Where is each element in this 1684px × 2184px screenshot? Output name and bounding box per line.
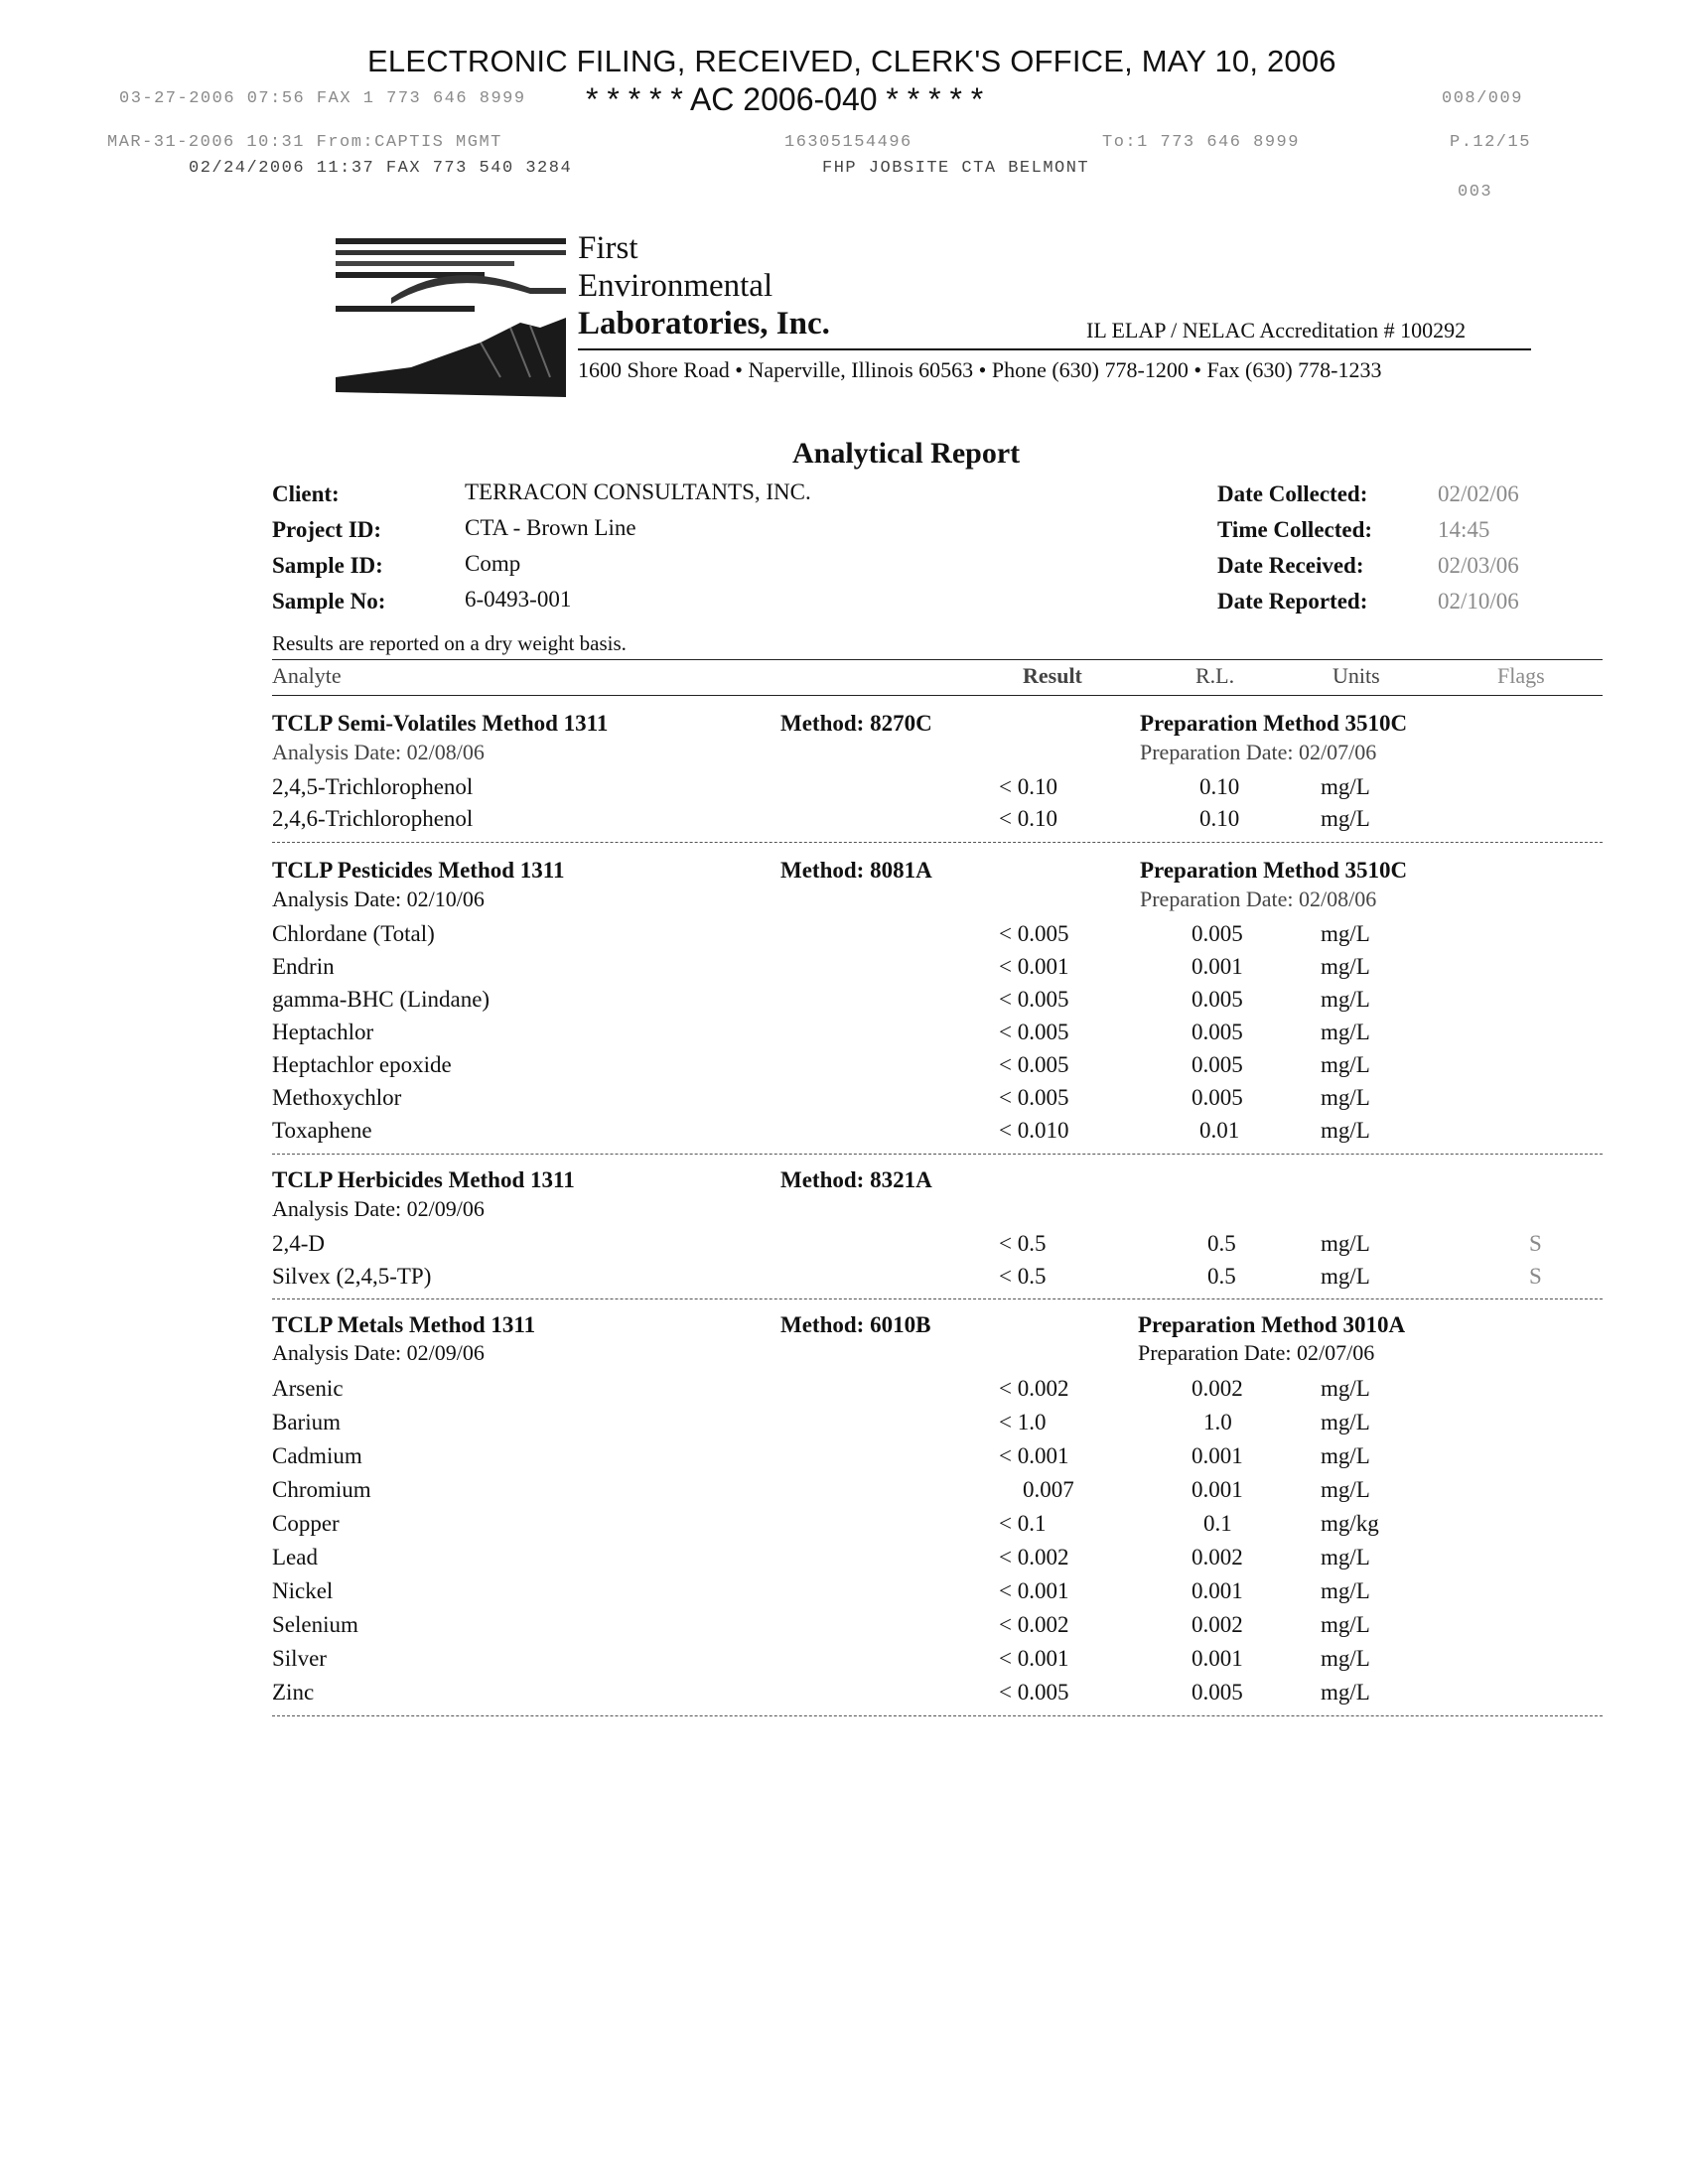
table-row-rl: 0.002 xyxy=(1192,1545,1243,1570)
table-row-rl: 0.001 xyxy=(1192,1477,1243,1502)
fax-page-1: 008/009 xyxy=(1442,89,1523,108)
table-row-result: < 0.001 xyxy=(999,1646,1069,1671)
table-row-units: mg/L xyxy=(1321,1646,1370,1671)
client-label: Client: xyxy=(272,481,340,506)
section-analysis-date: Analysis Date: 02/09/06 xyxy=(272,1196,485,1221)
table-bottom-rule xyxy=(272,1715,1603,1716)
table-row-rl: 0.10 xyxy=(1199,774,1240,799)
table-row-analyte: Arsenic xyxy=(272,1376,344,1401)
table-row-analyte: Zinc xyxy=(272,1680,315,1705)
table-row-units: mg/L xyxy=(1321,954,1370,979)
table-row-analyte: Copper xyxy=(272,1511,340,1536)
fax-line-3: 02/24/2006 11:37 FAX 773 540 3284 xyxy=(189,159,573,178)
sample-id-label: Sample ID: xyxy=(272,553,383,578)
fax-line-2: MAR-31-2006 10:31 From:CAPTIS MGMT xyxy=(107,133,502,152)
section-prep-method: Preparation Method 3510C xyxy=(1140,858,1408,883)
table-row-rl: 0.5 xyxy=(1207,1264,1236,1289)
table-row-result: 0.007 xyxy=(1023,1477,1074,1502)
table-row-units: mg/L xyxy=(1321,1578,1370,1603)
fax-line-3-site: FHP JOBSITE CTA BELMONT xyxy=(822,159,1090,178)
table-row-rl: 0.005 xyxy=(1192,921,1243,946)
col-units: Units xyxy=(1333,663,1380,688)
fax-page-2: P.12/15 xyxy=(1450,133,1531,152)
table-row-units: mg/L xyxy=(1321,1410,1370,1434)
table-row-result: < 0.010 xyxy=(999,1118,1069,1143)
case-number: * * * * * AC 2006-040 * * * * * xyxy=(586,81,984,117)
table-row-rl: 0.005 xyxy=(1192,987,1243,1012)
fax-line-2-to: To:1 773 646 8999 xyxy=(1102,133,1300,152)
date-received-label: Date Received: xyxy=(1217,553,1364,578)
basis-note: Results are reported on a dry weight basis. xyxy=(272,631,627,655)
date-received-value: 02/03/06 xyxy=(1438,553,1519,578)
table-row-result: < 0.005 xyxy=(999,921,1069,946)
table-row-rl: 0.001 xyxy=(1192,954,1243,979)
section-method: Method: 8321A xyxy=(780,1167,932,1192)
table-row-analyte: Endrin xyxy=(272,954,335,979)
table-row-units: mg/L xyxy=(1321,1231,1370,1256)
table-row-result: < 0.002 xyxy=(999,1545,1069,1570)
table-row-result: < 0.002 xyxy=(999,1376,1069,1401)
section-analysis-date: Analysis Date: 02/09/06 xyxy=(272,1340,485,1365)
lab-address: 1600 Shore Road • Naperville, Illinois 60563 • Phone (630) 778-1200 • Fax (630) 778-1233 xyxy=(578,357,1382,382)
table-row-analyte: Nickel xyxy=(272,1578,334,1603)
header-bottom-rule xyxy=(272,695,1603,696)
section-prep-date: Preparation Date: 02/07/06 xyxy=(1140,740,1377,764)
section-title: TCLP Metals Method 1311 xyxy=(272,1312,536,1337)
lab-divider xyxy=(578,348,1531,350)
table-row-result: < 0.005 xyxy=(999,987,1069,1012)
table-row-result: < 0.1 xyxy=(999,1511,1047,1536)
table-row-analyte: Heptachlor epoxide xyxy=(272,1052,452,1077)
table-row-analyte: 2,4,6-Trichlorophenol xyxy=(272,806,474,831)
table-row-result: < 1.0 xyxy=(999,1410,1047,1434)
table-row-result: < 0.005 xyxy=(999,1085,1069,1110)
section-title: TCLP Herbicides Method 1311 xyxy=(272,1167,575,1192)
table-row-rl: 0.005 xyxy=(1192,1052,1243,1077)
table-row-units: mg/L xyxy=(1321,1376,1370,1401)
table-row-analyte: Cadmium xyxy=(272,1443,362,1468)
table-row-analyte: Chromium xyxy=(272,1477,371,1502)
fax-page-3: 003 xyxy=(1458,183,1493,202)
section-prep-method: Preparation Method 3510C xyxy=(1140,711,1408,736)
table-row-analyte: gamma-BHC (Lindane) xyxy=(272,987,491,1012)
table-row-result: < 0.10 xyxy=(999,774,1057,799)
table-row-units: mg/L xyxy=(1321,987,1370,1012)
time-collected-label: Time Collected: xyxy=(1217,517,1373,542)
col-analyte: Analyte xyxy=(272,663,342,688)
section-title: TCLP Semi-Volatiles Method 1311 xyxy=(272,711,609,736)
section-divider xyxy=(272,842,1603,843)
section-title: TCLP Pesticides Method 1311 xyxy=(272,858,565,883)
section-prep-method: Preparation Method 3010A xyxy=(1138,1312,1406,1337)
table-row-rl: 0.005 xyxy=(1192,1680,1243,1705)
table-row-analyte: Methoxychlor xyxy=(272,1085,402,1110)
client-value: TERRACON CONSULTANTS, INC. xyxy=(465,479,811,504)
date-collected-label: Date Collected: xyxy=(1217,481,1368,506)
table-row-rl: 0.005 xyxy=(1192,1020,1243,1044)
section-analysis-date: Analysis Date: 02/08/06 xyxy=(272,740,485,764)
table-row-analyte: Toxaphene xyxy=(272,1118,372,1143)
lab-name-laboratories: Laboratories, Inc. xyxy=(578,306,830,341)
accreditation: IL ELAP / NELAC Accreditation # 100292 xyxy=(1086,318,1467,342)
col-rl: R.L. xyxy=(1195,663,1235,688)
sample-id-value: Comp xyxy=(465,551,521,576)
table-row-rl: 0.001 xyxy=(1192,1578,1243,1603)
table-row-units: mg/L xyxy=(1321,921,1370,946)
section-method: Method: 8081A xyxy=(780,858,932,883)
table-row-analyte: Chlordane (Total) xyxy=(272,921,435,946)
date-reported-label: Date Reported: xyxy=(1217,589,1368,614)
col-flags: Flags xyxy=(1497,663,1545,688)
table-row-units: mg/L xyxy=(1321,1680,1370,1705)
table-row-flag: S xyxy=(1529,1231,1542,1256)
table-row-rl: 0.01 xyxy=(1199,1118,1240,1143)
table-row-units: mg/L xyxy=(1321,1118,1370,1143)
table-row-units: mg/L xyxy=(1321,1264,1370,1289)
col-result: Result xyxy=(1023,663,1082,688)
table-row-units: mg/L xyxy=(1321,774,1370,799)
fax-line-1: 03-27-2006 07:56 FAX 1 773 646 8999 xyxy=(119,89,526,108)
table-row-analyte: Silver xyxy=(272,1646,327,1671)
table-row-analyte: Silvex (2,4,5-TP) xyxy=(272,1264,432,1289)
table-row-analyte: Selenium xyxy=(272,1612,358,1637)
time-collected-value: 14:45 xyxy=(1438,517,1490,542)
project-value: CTA - Brown Line xyxy=(465,515,636,540)
table-row-analyte: 2,4-D xyxy=(272,1231,326,1256)
table-row-result: < 0.001 xyxy=(999,954,1069,979)
table-row-result: < 0.10 xyxy=(999,806,1057,831)
section-analysis-date: Analysis Date: 02/10/06 xyxy=(272,887,485,911)
table-row-result: < 0.005 xyxy=(999,1052,1069,1077)
fax-line-2-number: 16305154496 xyxy=(784,133,912,152)
table-row-analyte: 2,4,5-Trichlorophenol xyxy=(272,774,474,799)
table-row-rl: 0.002 xyxy=(1192,1376,1243,1401)
table-row-result: < 0.5 xyxy=(999,1264,1047,1289)
header-top-rule xyxy=(272,659,1603,660)
table-row-result: < 0.002 xyxy=(999,1612,1069,1637)
date-collected-value: 02/02/06 xyxy=(1438,481,1519,506)
table-row-units: mg/L xyxy=(1321,1020,1370,1044)
lab-name-environmental: Environmental xyxy=(578,268,773,304)
lab-logo-icon xyxy=(332,228,570,407)
table-row-rl: 0.1 xyxy=(1203,1511,1232,1536)
table-row-flag: S xyxy=(1529,1264,1542,1289)
section-method: Method: 8270C xyxy=(780,711,932,736)
table-row-analyte: Barium xyxy=(272,1410,341,1434)
lab-name-first: First xyxy=(578,230,638,266)
table-row-result: < 0.5 xyxy=(999,1231,1047,1256)
section-divider xyxy=(272,1154,1603,1155)
section-divider xyxy=(272,1298,1603,1299)
table-row-result: < 0.005 xyxy=(999,1680,1069,1705)
table-row-rl: 0.5 xyxy=(1207,1231,1236,1256)
table-row-units: mg/L xyxy=(1321,1477,1370,1502)
table-row-analyte: Lead xyxy=(272,1545,318,1570)
table-row-units: mg/L xyxy=(1321,1545,1370,1570)
table-row-units: mg/kg xyxy=(1321,1511,1379,1536)
table-row-rl: 0.001 xyxy=(1192,1646,1243,1671)
table-row-rl: 0.005 xyxy=(1192,1085,1243,1110)
section-prep-date: Preparation Date: 02/08/06 xyxy=(1140,887,1377,911)
table-row-rl: 0.002 xyxy=(1192,1612,1243,1637)
table-row-result: < 0.001 xyxy=(999,1443,1069,1468)
table-row-result: < 0.001 xyxy=(999,1578,1069,1603)
table-row-rl: 1.0 xyxy=(1203,1410,1232,1434)
page-title: Analytical Report xyxy=(792,437,1021,470)
table-row-units: mg/L xyxy=(1321,1052,1370,1077)
project-label: Project ID: xyxy=(272,517,382,542)
filing-banner: ELECTRONIC FILING, RECEIVED, CLERK'S OFFICE, MAY 10, 2006 xyxy=(367,44,1336,78)
table-row-rl: 0.001 xyxy=(1192,1443,1243,1468)
table-row-units: mg/L xyxy=(1321,1612,1370,1637)
sample-no-label: Sample No: xyxy=(272,589,386,614)
table-row-units: mg/L xyxy=(1321,806,1370,831)
section-method: Method: 6010B xyxy=(780,1312,931,1337)
table-row-analyte: Heptachlor xyxy=(272,1020,374,1044)
date-reported-value: 02/10/06 xyxy=(1438,589,1519,614)
table-row-rl: 0.10 xyxy=(1199,806,1240,831)
table-row-units: mg/L xyxy=(1321,1085,1370,1110)
sample-no-value: 6-0493-001 xyxy=(465,587,572,612)
section-prep-date: Preparation Date: 02/07/06 xyxy=(1138,1340,1375,1365)
table-row-units: mg/L xyxy=(1321,1443,1370,1468)
table-row-result: < 0.005 xyxy=(999,1020,1069,1044)
